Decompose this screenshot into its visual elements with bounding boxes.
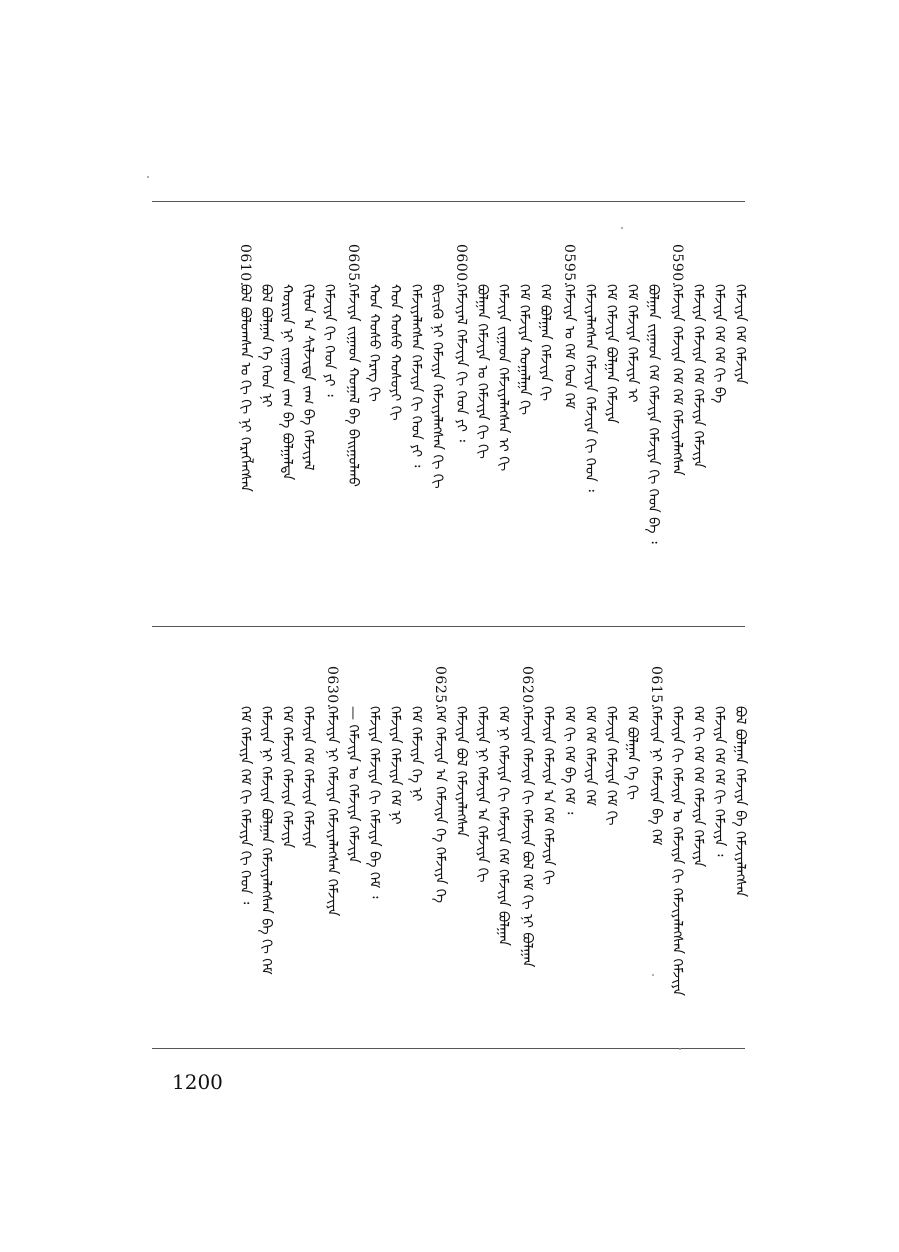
entry-line: ᠬᠡᠮᠵᠢᠶᠡ ᠬᠡᠮᠵᠢᠶᠡ ᠬᠢ ᠬᠡᠮᠵᠢᠶᠡ ᠪᠠ ᠬᠡᠮ ᠄ [366,706,382,899]
top-rule [152,201,745,202]
entry-line: ᠬᠡᠮᠵᠢᠶᠡ ᠬᠡᠮᠵᠢᠶᠡ ᠬᠡᠮ ᠬᠢ [603,706,619,826]
entry-line: ᠬᠡᠮ ᠬᠡᠮᠵᠢᠶᠡ ᠪᠣᠯᠭᠠᠨ ᠬᠡᠮᠵᠢᠶᠡ [603,284,619,424]
middle-rule [152,626,745,627]
entry-line: ᠬᠢᠯᠣᠨ ᠠ ᠰᠢᠯᠵᠢᠳᠡ ᠵᠠᠭ ᠪᠠ ᠬᠡᠮᠵᠢᠶᠡᠯ [300,284,316,471]
entry-line: ᠬᠡᠮ ᠬᠢ ᠬᠡᠮ ᠪᠠ ᠬᠡᠮ ᠄ [561,706,577,815]
entry-line: ᠬᠡᠮᠵᠢᠶᠡ ᠬᠡᠮ ᠬᠡᠮᠵᠢᠶᠡ ᠬᠡᠮᠵᠢᠶᠡ [300,706,316,849]
entry-line: ᠪᠣᠯ ᠪᠣᠯᠭᠠᠨ ᠬᠡᠮᠵᠢᠶᠡ ᠪᠠ ᠬᠡᠮᠵᠢᠶᠡᠯᠡᠭᠰᠡᠨ [732,706,748,898]
entry-line: ᠬᠡᠮᠵᠢᠶᠡ ᠨᠢ ᠬᠡᠮᠵᠢᠶᠡ ᠪᠣᠯᠭᠠᠨ ᠬᠡᠮᠵᠢᠶᠡᠯᠡᠭᠰᠡᠨ ᠪᠠ ᠬᠢ ᠬᠡᠮ [258,706,274,975]
entry-line: ᠬᠡᠮᠵᠢᠶᠡ ᠬᠡᠮᠵᠢᠶᠡ ᠬᠢ ᠬᠡᠮᠵᠢᠶᠡ ᠪᠣᠯ ᠬᠡᠮ ᠬᠢ ᠨᠢ ᠪᠣᠯᠭᠠᠨ [519,706,535,968]
entry-line: ᠪᠣᠯ ᠪᠣᠯᠭᠠᠨ ᠬᠡ ᠬᠡᠳ ᠨᠢ [258,284,274,408]
scan-dot [621,227,623,229]
bottom-section [150,666,750,1026]
entry-number: 0590. [669,244,685,287]
entry-line: ᠬᠡᠮᠵᠢᠶᠡ ᠬᠡᠮᠵᠢᠶᠡ ᠬᠡᠮ ᠬᠡᠮ ᠬᠡᠮᠵᠢᠶᠡᠯᠡᠭᠰᠡᠨ [669,284,685,476]
bottom-rule [152,1048,745,1049]
entry-line: ᠬᠡᠮ ᠬᠡᠮᠵᠢᠶᠡ ᠬᠡᠮᠵᠢᠶᠡ ᠢ [624,284,640,403]
page-number: 1200 [172,1070,223,1094]
entry-line: ᠬᠤᠨ ᠬᠤᠰᠤ ᠬᠤᠰᠤᠶᠢ ᠬᠢ [387,284,403,421]
entry-line: ᠬᠡᠮ ᠬᠡᠮᠵᠢᠶᠡ ᠬᠡᠮ ᠬᠢ ᠬᠡᠮᠵᠢᠶᠡ ᠬᠢ ᠬᠡᠳ ᠄ [237,706,253,905]
entry-line: ᠬᠡᠮᠵᠢᠶᠡ ᠵᠢᠭᠠᠳ ᠬᠡᠮᠵᠢᠶᠡᠯᠡᠭᠰᠡᠨ ᠢ ᠬᠢ [495,284,511,472]
entry-line: ᠬᠡᠮᠵᠢᠶᠡ ᠣ ᠬᠡᠮ ᠬᠡᠳ ᠬᠡᠮ [561,284,577,410]
entry-line: ᠬᠤᠷᠢᠶᠠ ᠨᠢ ᠵᠢᠭᠠᠳ ᠵᠠᠭ ᠪᠠ ᠪᠣᠯᠭᠠᠯᠲᠠ [279,284,295,481]
entry-number: 0615. [648,666,664,709]
entry-line: ᠬᠡᠮᠵᠢᠶᠡ ᠨᠢ ᠬᠡᠮᠵᠢᠶᠡ ᠠ ᠬᠡᠮᠵᠢᠶᠡ ᠬᠢ [474,706,490,883]
entry-line: ᠪᠣᠯ ᠪᠣᠯᠤᠭᠰᠠᠨ ᠤ ᠬᠢ ᠬᠢ ᠨᠢ ᠬᠡᠷᠡᠭᠯᠡᠭᠰᠡᠨ [237,284,253,492]
entry-number: 0630. [324,666,340,709]
entry-line: ᠬᠡᠮ ᠬᠡᠮᠵᠢᠶᠡ ᠬᠡᠮᠵᠢᠶᠡ ᠬᠡᠮᠵᠢᠶᠡ [279,706,295,849]
entry-line: ᠬᠡᠮᠵᠢᠶᠡ ᠬᠡᠮᠵᠢᠶᠡ ᠬᠡᠮ ᠬᠡᠮᠵᠢᠶᠡ ᠬᠡᠮᠵᠢᠶᠡ [690,284,706,469]
entry-line: ᠬᠡᠮᠵᠢᠶᠡᠯᠡᠭᠰᠡᠨ ᠬᠡᠮᠵᠢᠶᠡ ᠬᠡᠮᠵᠢᠶᠡ ᠬᠢ ᠬᠡᠳ ᠄ [582,284,598,492]
entry-line: ᠬᠡᠮ ᠬᠡᠮᠵᠢᠶᠡ ᠬᠡ ᠨᠢ [408,706,424,802]
entry-line: ᠬᠡᠮ ᠬᠡᠮ ᠬᠡᠮᠵᠢᠶᠡ ᠬᠡᠮ [582,706,598,806]
entry-line: ᠬᠡᠮᠵᠢᠶᠡ ᠬᠡᠮᠵᠢᠶᠡ ᠠ ᠬᠡᠮ ᠬᠡᠮᠵᠢᠶᠡ ᠬᠢ [540,706,556,885]
entry-number: 0600. [453,244,469,287]
entry-line: ᠪᠣᠯᠭᠠᠨ ᠵᠢᠭᠠᠳ ᠬᠡᠮ ᠬᠡᠮᠵᠢᠶᠡ ᠬᠡᠮᠵᠢᠶᠡ ᠬᠢ ᠬᠡᠳ ᠪᠠ ᠄ [645,284,661,544]
entry-line: ᠪᠢᠴᠢᠬᠦ ᠨᠢ ᠬᠡᠮᠵᠢᠶᠡ ᠬᠡᠮᠵᠢᠶᠡᠯᠡᠭᠰᠡᠨ ᠬᠢ ᠬᠢ [429,284,445,489]
entry-number: 0595. [561,244,577,287]
entry-line: ᠬᠡᠮᠵᠢᠶᠡ ᠨᠢ ᠬᠡᠮᠵᠢᠶᠡ ᠬᠡᠮᠵᠢᠶᠡᠯᠡᠭᠰᠡᠨ ᠬᠡᠮᠵᠢᠶᠡ [324,706,340,917]
entry-number: 0625. [432,666,448,709]
entry-line: — ᠬᠡᠮᠵᠢᠶᠡ ᠣ ᠬᠡᠮᠵᠢᠶᠡ ᠬᠡᠮᠵᠢᠶᠡ [345,706,361,864]
entry-line: ᠬᠡᠮᠵᠢᠶᠡ ᠪᠣᠯ ᠬᠡᠮᠵᠢᠶᠡᠯᠡᠭᠰᠡᠨ [453,706,469,837]
entry-line: ᠬᠡᠮᠵᠢᠶᠡᠯ ᠬᠡᠮᠵᠢᠶᠡ ᠬᠢ ᠬᠡᠳ ᠶᠢ ᠄ [453,284,469,442]
entry-line: ᠬᠡᠮᠵᠢᠶᠡ ᠬᠡᠮ ᠬᠡᠮᠵᠢᠶᠡ [732,284,748,385]
entry-line: ᠬᠤᠨ ᠬᠤᠰᠤ ᠬᠡᠷᠡᠭ ᠬᠢ [366,284,382,402]
entry-line: ᠬᠡᠮ ᠬᠡᠮᠵᠢᠶᠡ ᠠ ᠬᠡᠮᠵᠢᠶᠡ ᠬᠡ ᠬᠡᠮᠵᠢᠶᠡ ᠬᠡ [432,706,448,904]
entry-line: ᠬᠡᠮᠵᠢᠶᠡᠯᠡᠭᠰᠡᠨ ᠬᠡᠮᠵᠢᠶᠡ ᠬᠢ ᠬᠡᠳ ᠶᠢ ᠄ [408,284,424,468]
entry-line: ᠬᠡᠮᠵᠢᠶᠡ ᠨᠢ ᠬᠡᠮᠵᠢᠶᠡ ᠪᠠ ᠬᠡᠮ [648,706,664,846]
entry-line: ᠬᠡᠮ ᠬᠢ ᠬᠡᠮ ᠬᠡᠮ ᠬᠡᠮᠵᠢᠶᠡ ᠬᠡᠮᠵᠢᠶᠡ [690,706,706,868]
entry-line: ᠬᠡᠮᠵᠢᠶᠡ ᠬᠡᠮᠵᠢᠶᠡ ᠬᠡᠮ ᠨᠢ [387,706,403,825]
entry-line: ᠪᠣᠯᠭᠠᠨ ᠬᠡᠮᠵᠢᠶᠡ ᠣ ᠬᠡᠮᠵᠢᠶᠡ ᠬᠢ ᠬᠢ [474,284,490,459]
top-section [150,244,750,584]
entry-line: ᠬᠡᠮ ᠨᠢ ᠬᠡᠮᠵᠢᠶᠡ ᠬᠢ ᠬᠡᠮᠵᠢᠶᠡ ᠬᠡᠮ ᠬᠡᠮᠵᠢᠶᠡ ᠪᠣᠯᠭᠠᠨ [495,706,511,947]
entry-line: ᠬᠡᠮ ᠬᠡᠮᠵᠢᠶᠡ ᠬᠤᠭᠠᠯᠭᠠ ᠬᠢ [516,284,532,415]
entry-line: ᠬᠡᠮᠵᠢᠶᠡ ᠵᠢᠭᠠᠳ ᠬᠤᠭᠠᠯ ᠪᠠ ᠪᠠᠢᠭᠤᠯᠬᠤ [345,284,361,487]
entry-line: ᠬᠡᠮᠵᠢᠶᠡ ᠬᠢ ᠬᠡᠮᠵᠢᠶᠡ ᠣ ᠬᠡᠮᠵᠢᠶᠡ ᠬᠢ ᠬᠡᠮᠵᠢᠶᠡᠯᠡᠭᠰᠡᠨ ᠬᠡᠮᠵᠢᠶᠡ [669,706,685,996]
entry-line: ᠬᠡᠮᠵᠢᠶᠡ ᠬᠢ ᠬᠡᠳ ᠶᠢ ᠄ [321,284,337,397]
entry-line: ᠬᠡᠮᠵᠢᠶᠡ ᠬᠡᠮ ᠬᠡᠮ ᠬᠢ ᠬᠡᠮᠵᠢᠶᠡ ᠄ [711,706,727,857]
scan-dot [679,1048,681,1050]
entry-line: ᠬᠡᠮᠵᠢᠶᠡ ᠬᠡᠮ ᠬᠡᠮ ᠬᠢ ᠪᠠ [711,284,727,404]
entry-line: ᠬᠡᠮ ᠪᠣᠯᠭᠠᠨ ᠬᠡ ᠬᠢ [624,706,640,800]
entry-number: 0620. [519,666,535,709]
entry-number: 0610. [237,244,253,287]
scan-dot [147,176,149,178]
entry-line: ᠬᠡᠮ ᠪᠣᠯᠭᠠᠨ ᠬᠡᠮᠵᠢᠶᠡ ᠬᠢ [537,284,553,401]
entry-number: 0605. [345,244,361,287]
